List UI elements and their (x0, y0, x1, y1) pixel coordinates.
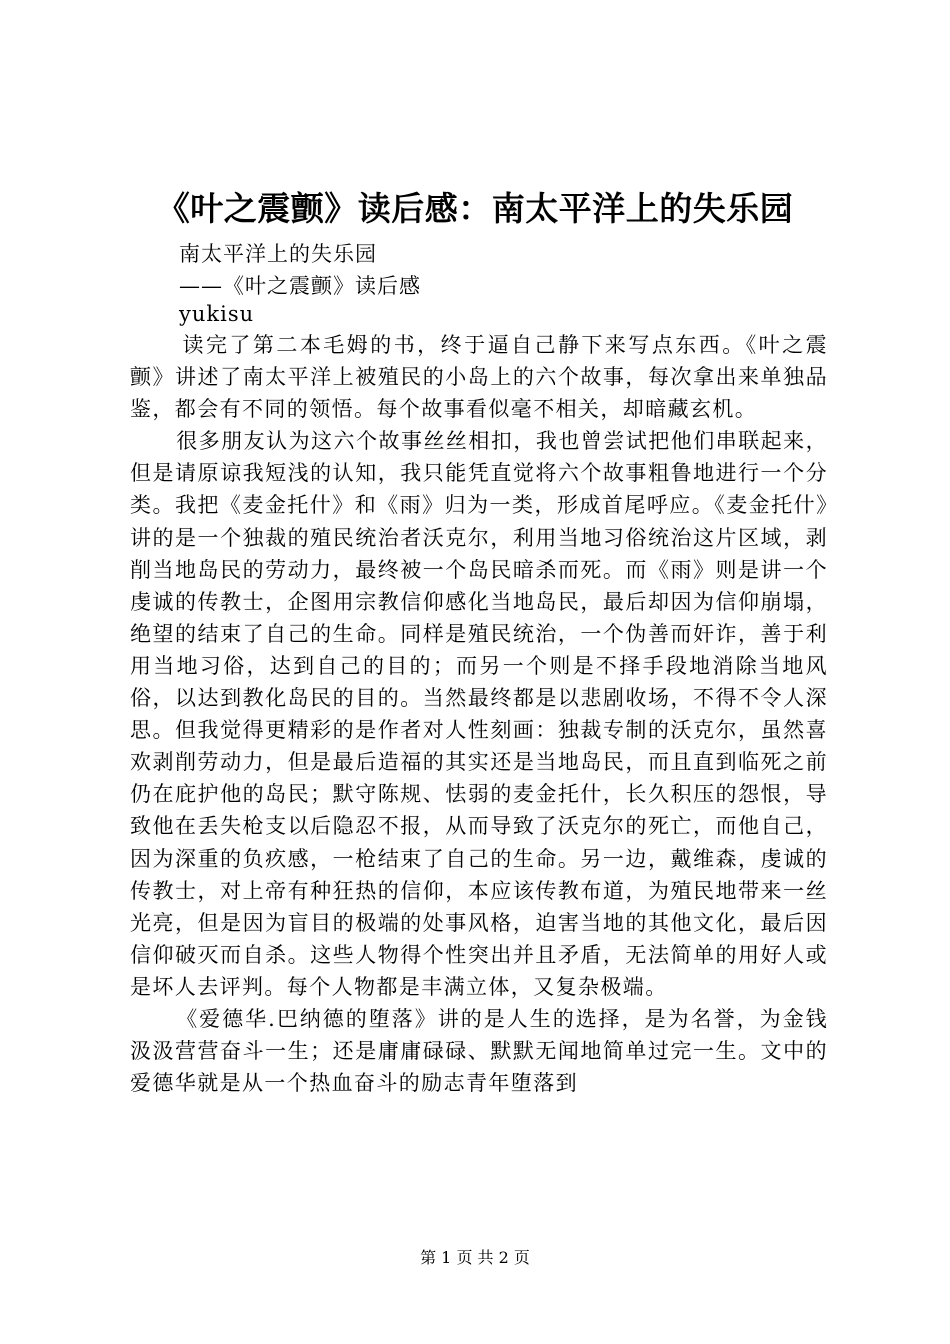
paragraph-1: 读完了第二本毛姆的书，终于逼自己静下来写点东西。《叶之震颤》讲述了南太平洋上被殖民的小岛上的六个故事，每次拿出来单独品鉴，都会有不同的领悟。每个故事看似毫不相关，却暗藏玄机。 (130, 333, 828, 422)
author: yukisu (179, 302, 255, 326)
page-footer: 第 1 页 共 2 页 (420, 1248, 530, 1267)
subtitle: 南太平洋上的失乐园 (179, 242, 377, 266)
subtitle-source: ——《叶之震颤》读后感 (179, 274, 421, 298)
paragraph-3: 《爱德华.巴纳德的堕落》讲的是人生的选择，是为名誉，为金钱汲汲营营奋斗一生；还是庸庸碌碌、默默无闻地简单过完一生。文中的爱德华就是从一个热血奋斗的励志青年堕落到 (130, 1006, 828, 1096)
document-title: 《叶之震颤》读后感：南太平洋上的失乐园 (156, 189, 794, 228)
paragraph-2: 很多朋友认为这六个故事丝丝相扣，我也曾尝试把他们串联起来，但是请原谅我短浅的认知，我只能凭直觉将六个故事粗鲁地进行一个分类。我把《麦金托什》和《雨》归为一类，形成首尾呼应。《麦金托什》讲的是一个独裁的殖民统治者沃克尔，利用当地习俗统治这片区域，剥削当地岛民的劳动力，最终被一个岛民暗杀而死。而《雨》则是讲一个虔诚的传教士，企图用宗教信仰感化当地岛民，最后却因为信仰崩塌，绝望的结束了自己的生命。同样是殖民统治，一个伪善而奸诈，善于利用当地习俗，达到自己的目的；而另一个则是不择手段地消除当地风俗，以达到教化岛民的目的。当然最终都是以悲剧收场，不得不令人深思。但我觉得更精彩的是作者对人性刻画：独裁专制的沃克尔，虽然喜欢剥削劳动力，但是最后造福的其实还是当地岛民，而且直到临死之前仍在庇护他的岛民；默守陈规、怯弱的麦金托什，长久积压的怨恨，导致他在丢失枪支以后隐忍不报，从而导致了沃克尔的死亡，而他自己，因为深重的负疚感，一枪结束了自己的生命。另一边，戴维森，虔诚的传教士，对上帝有种狂热的信仰，本应该传教布道，为殖民地带来一丝光亮，但是因为盲目的极端的处事风格，迫害当地的其他文化，最后因信仰破灭而自杀。这些人物得个性突出并且矛盾，无法简单的用好人或是坏人去评判。每个人物都是丰满立体，又复杂极端。 (130, 429, 828, 999)
article-body (130, 329, 828, 1099)
